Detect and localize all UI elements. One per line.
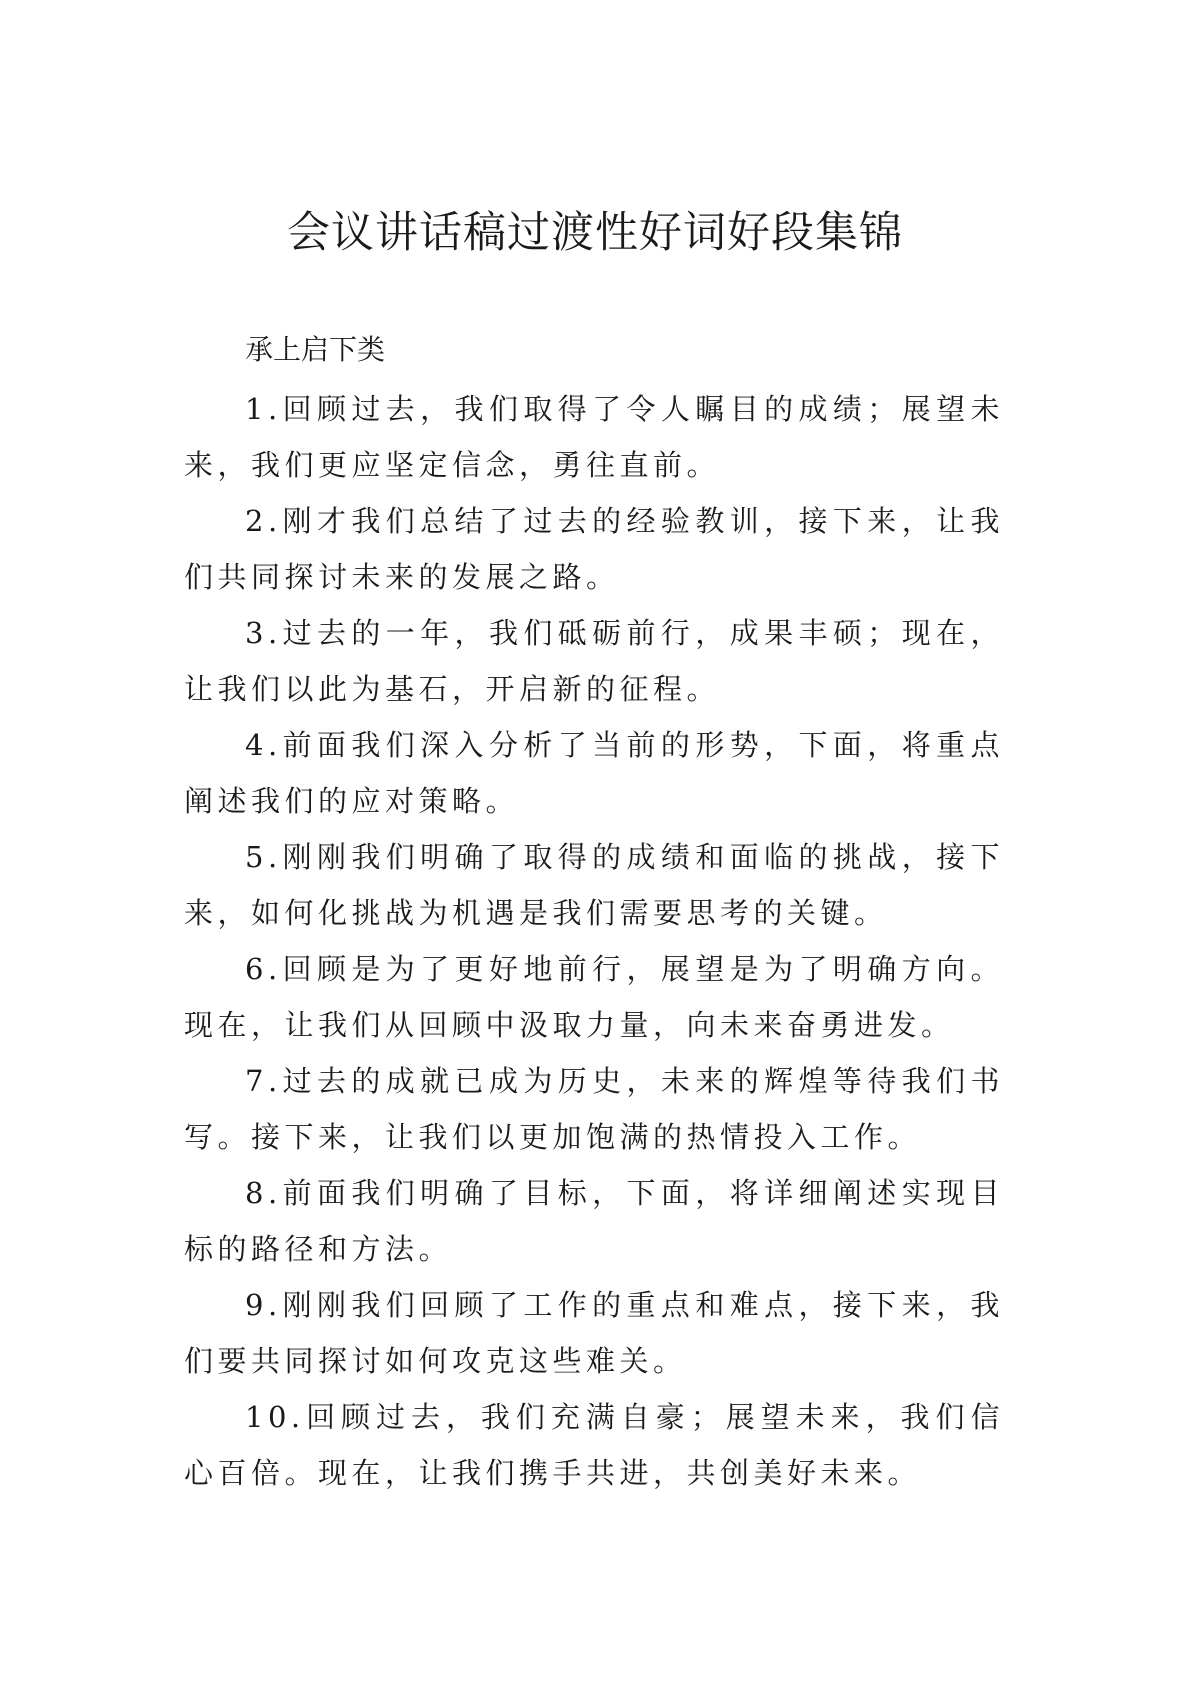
paragraph-6: 6.回顾是为了更好地前行，展望是为了明确方向。现在，让我们从回顾中汲取力量，向未来奋勇进发。 [184,952,1004,1042]
paragraph-10: 10.回顾过去，我们充满自豪；展望未来，我们信心百倍。现在，让我们携手共进，共创美好未来。 [184,1400,1004,1490]
paragraph-5: 5.刚刚我们明确了取得的成绩和面临的挑战，接下来，如何化挑战为机遇是我们需要思考的关键。 [184,840,1004,930]
section-heading: 承上启下类 [245,333,386,366]
paragraph-8: 8.前面我们明确了目标，下面，将详细阐述实现目标的路径和方法。 [184,1176,1004,1266]
paragraph-7: 7.过去的成就已成为历史，未来的辉煌等待我们书写。接下来，让我们以更加饱满的热情投入工作。 [184,1064,1004,1154]
paragraph-list [184,381,1004,1501]
document-title: 会议讲话稿过渡性好词好段集锦 [287,208,903,258]
paragraph-9: 9.刚刚我们回顾了工作的重点和难点，接下来，我们要共同探讨如何攻克这些难关。 [184,1288,1004,1378]
paragraph-1: 1.回顾过去，我们取得了令人瞩目的成绩；展望未来，我们更应坚定信念，勇往直前。 [184,392,1004,482]
paragraph-4: 4.前面我们深入分析了当前的形势，下面，将重点阐述我们的应对策略。 [184,728,1004,818]
paragraph-3: 3.过去的一年，我们砥砺前行，成果丰硕；现在，让我们以此为基石，开启新的征程。 [184,616,1004,706]
paragraph-2: 2.刚才我们总结了过去的经验教训，接下来，让我们共同探讨未来的发展之路。 [184,504,1004,594]
